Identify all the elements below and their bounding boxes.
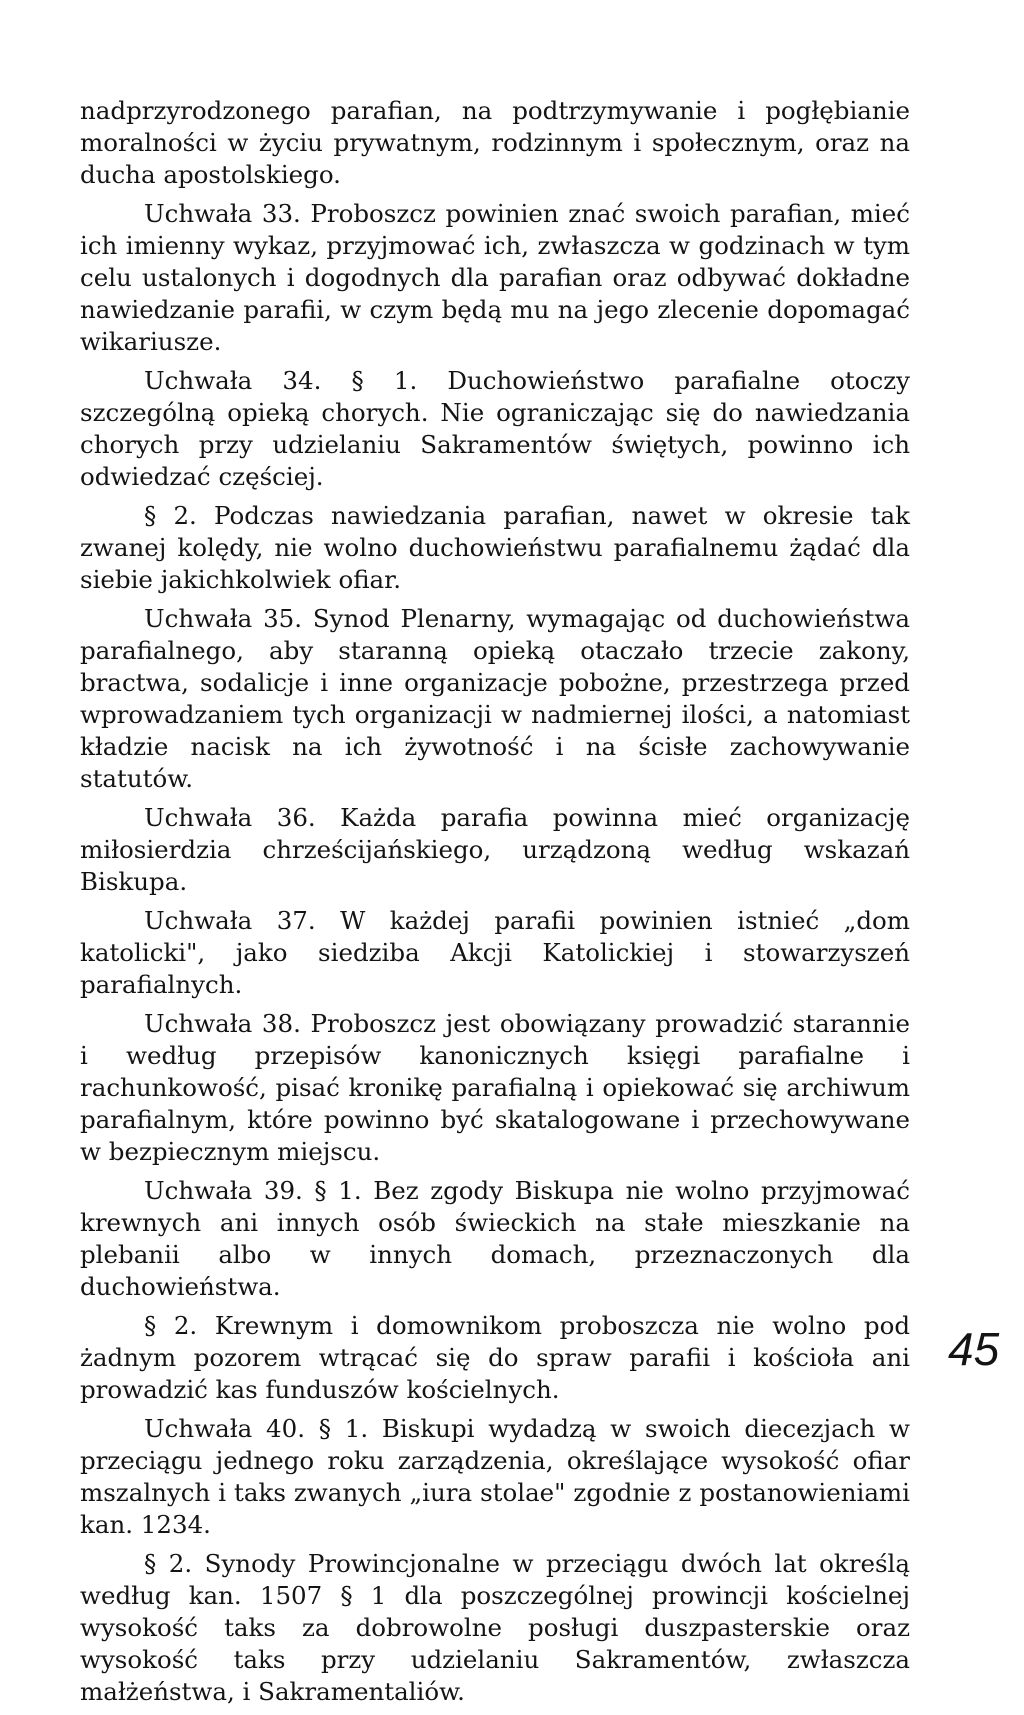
paragraph [80, 1413, 910, 1541]
paragraph-text: § 2. Podczas nawiedzania parafian, nawet w okresie tak zwanej kolędy, nie wolno duchowieństwu parafialnemu żądać dla siebie jakichkolwiek ofiar. [80, 501, 910, 594]
paragraph [80, 365, 910, 493]
resolution-label: Uchwała 33. [144, 199, 301, 228]
page-body [80, 95, 910, 1715]
resolution-label: Uchwała 40. [144, 1414, 305, 1443]
paragraph [80, 1310, 910, 1406]
paragraph [80, 603, 910, 795]
paragraph-text: § 1. Biskupi wydadzą w swoich diecezjach w przeciągu jednego roku zarządzenia, określające wysokość ofiar mszalnych i taks zwanych „iura stolae" zgodnie z postanowieniami kan. 1234. [80, 1414, 910, 1539]
paragraph [80, 905, 910, 1001]
paragraph [80, 1548, 910, 1708]
paragraph [80, 1008, 910, 1168]
paragraph [80, 1175, 910, 1303]
resolution-label: Uchwała 34. [144, 366, 322, 395]
paragraph [80, 500, 910, 596]
paragraph-text: Każda parafia powinna mieć organizację miłosierdzia chrześcijańskiego, urządzoną według wskazań Biskupa. [80, 803, 911, 896]
paragraph-text: nadprzyrodzonego parafian, na podtrzymywanie i pogłębianie moralności w życiu prywatnym, rodzinnym i społecznym, oraz na ducha apostolskiego. [80, 96, 910, 189]
paragraph-text: W każdej parafii powinien istnieć „dom katolicki", jako siedziba Akcji Katolickiej i stowarzyszeń parafialnych. [80, 906, 910, 999]
resolution-label: Uchwała 35. [144, 604, 303, 633]
paragraph-text: Synod Plenarny, wymagając od duchowieństwa parafialnego, aby staranną opieką otaczało trzecie zakony, bractwa, sodalicje i inne organizacje pobożne, przestrzega przed wprowadzaniem tych organizacji w nadmiernej ilości, a natomiast kładzie nacisk na ich żywotność i na ścisłe zachowywanie statutów. [80, 604, 910, 793]
paragraph-text: Proboszcz jest obowiązany prowadzić starannie i według przepisów kanonicznych księgi parafialne i rachunkowość, pisać kronikę parafialną i opiekować się archiwum parafialnym, które powinno być skatalogowane i przechowywane w bezpiecznym miejscu. [80, 1009, 910, 1166]
paragraph-text: § 2. Krewnym i domownikom proboszcza nie wolno pod żadnym pozorem wtrącać się do spraw parafii i kościoła ani prowadzić kas funduszów kościelnych. [80, 1311, 910, 1404]
page-number: 45 [948, 1323, 1000, 1375]
resolution-label: Uchwała 37. [144, 906, 316, 935]
resolution-label: Uchwała 38. [144, 1009, 301, 1038]
paragraph [80, 802, 910, 898]
paragraph [80, 198, 910, 358]
resolution-label: Uchwała 36. [144, 803, 316, 832]
paragraph [80, 95, 910, 191]
paragraph-text: Proboszcz powinien znać swoich parafian, mieć ich imienny wykaz, przyjmować ich, zwłaszcza w godzinach w tym celu ustalonych i dogodnych dla parafian oraz odbywać dokładne nawiedzanie parafii, w czym będą mu na jego zlecenie dopomagać wikariusze. [80, 199, 910, 356]
paragraph-text: § 1. Bez zgody Biskupa nie wolno przyjmować krewnych ani innych osób świeckich na stałe mieszkanie na plebanii albo w innych domach, przeznaczonych dla duchowieństwa. [80, 1176, 910, 1301]
paragraph-text: § 2. Synody Prowincjonalne w przeciągu dwóch lat określą według kan. 1507 § 1 dla poszczególnej prowincji kościelnej wysokość taks za dobrowolne posługi duszpasterskie oraz wysokość taks przy udzielaniu Sakramentów, zwłaszcza małżeństwa, i Sakramentaliów. [80, 1549, 910, 1706]
resolution-label: Uchwała 39. [144, 1176, 303, 1205]
paragraph-text: § 1. Duchowieństwo parafialne otoczy szczególną opieką chorych. Nie ograniczając się do nawiedzania chorych przy udzielaniu Sakramentów świętych, powinno ich odwiedzać częściej. [80, 366, 911, 491]
